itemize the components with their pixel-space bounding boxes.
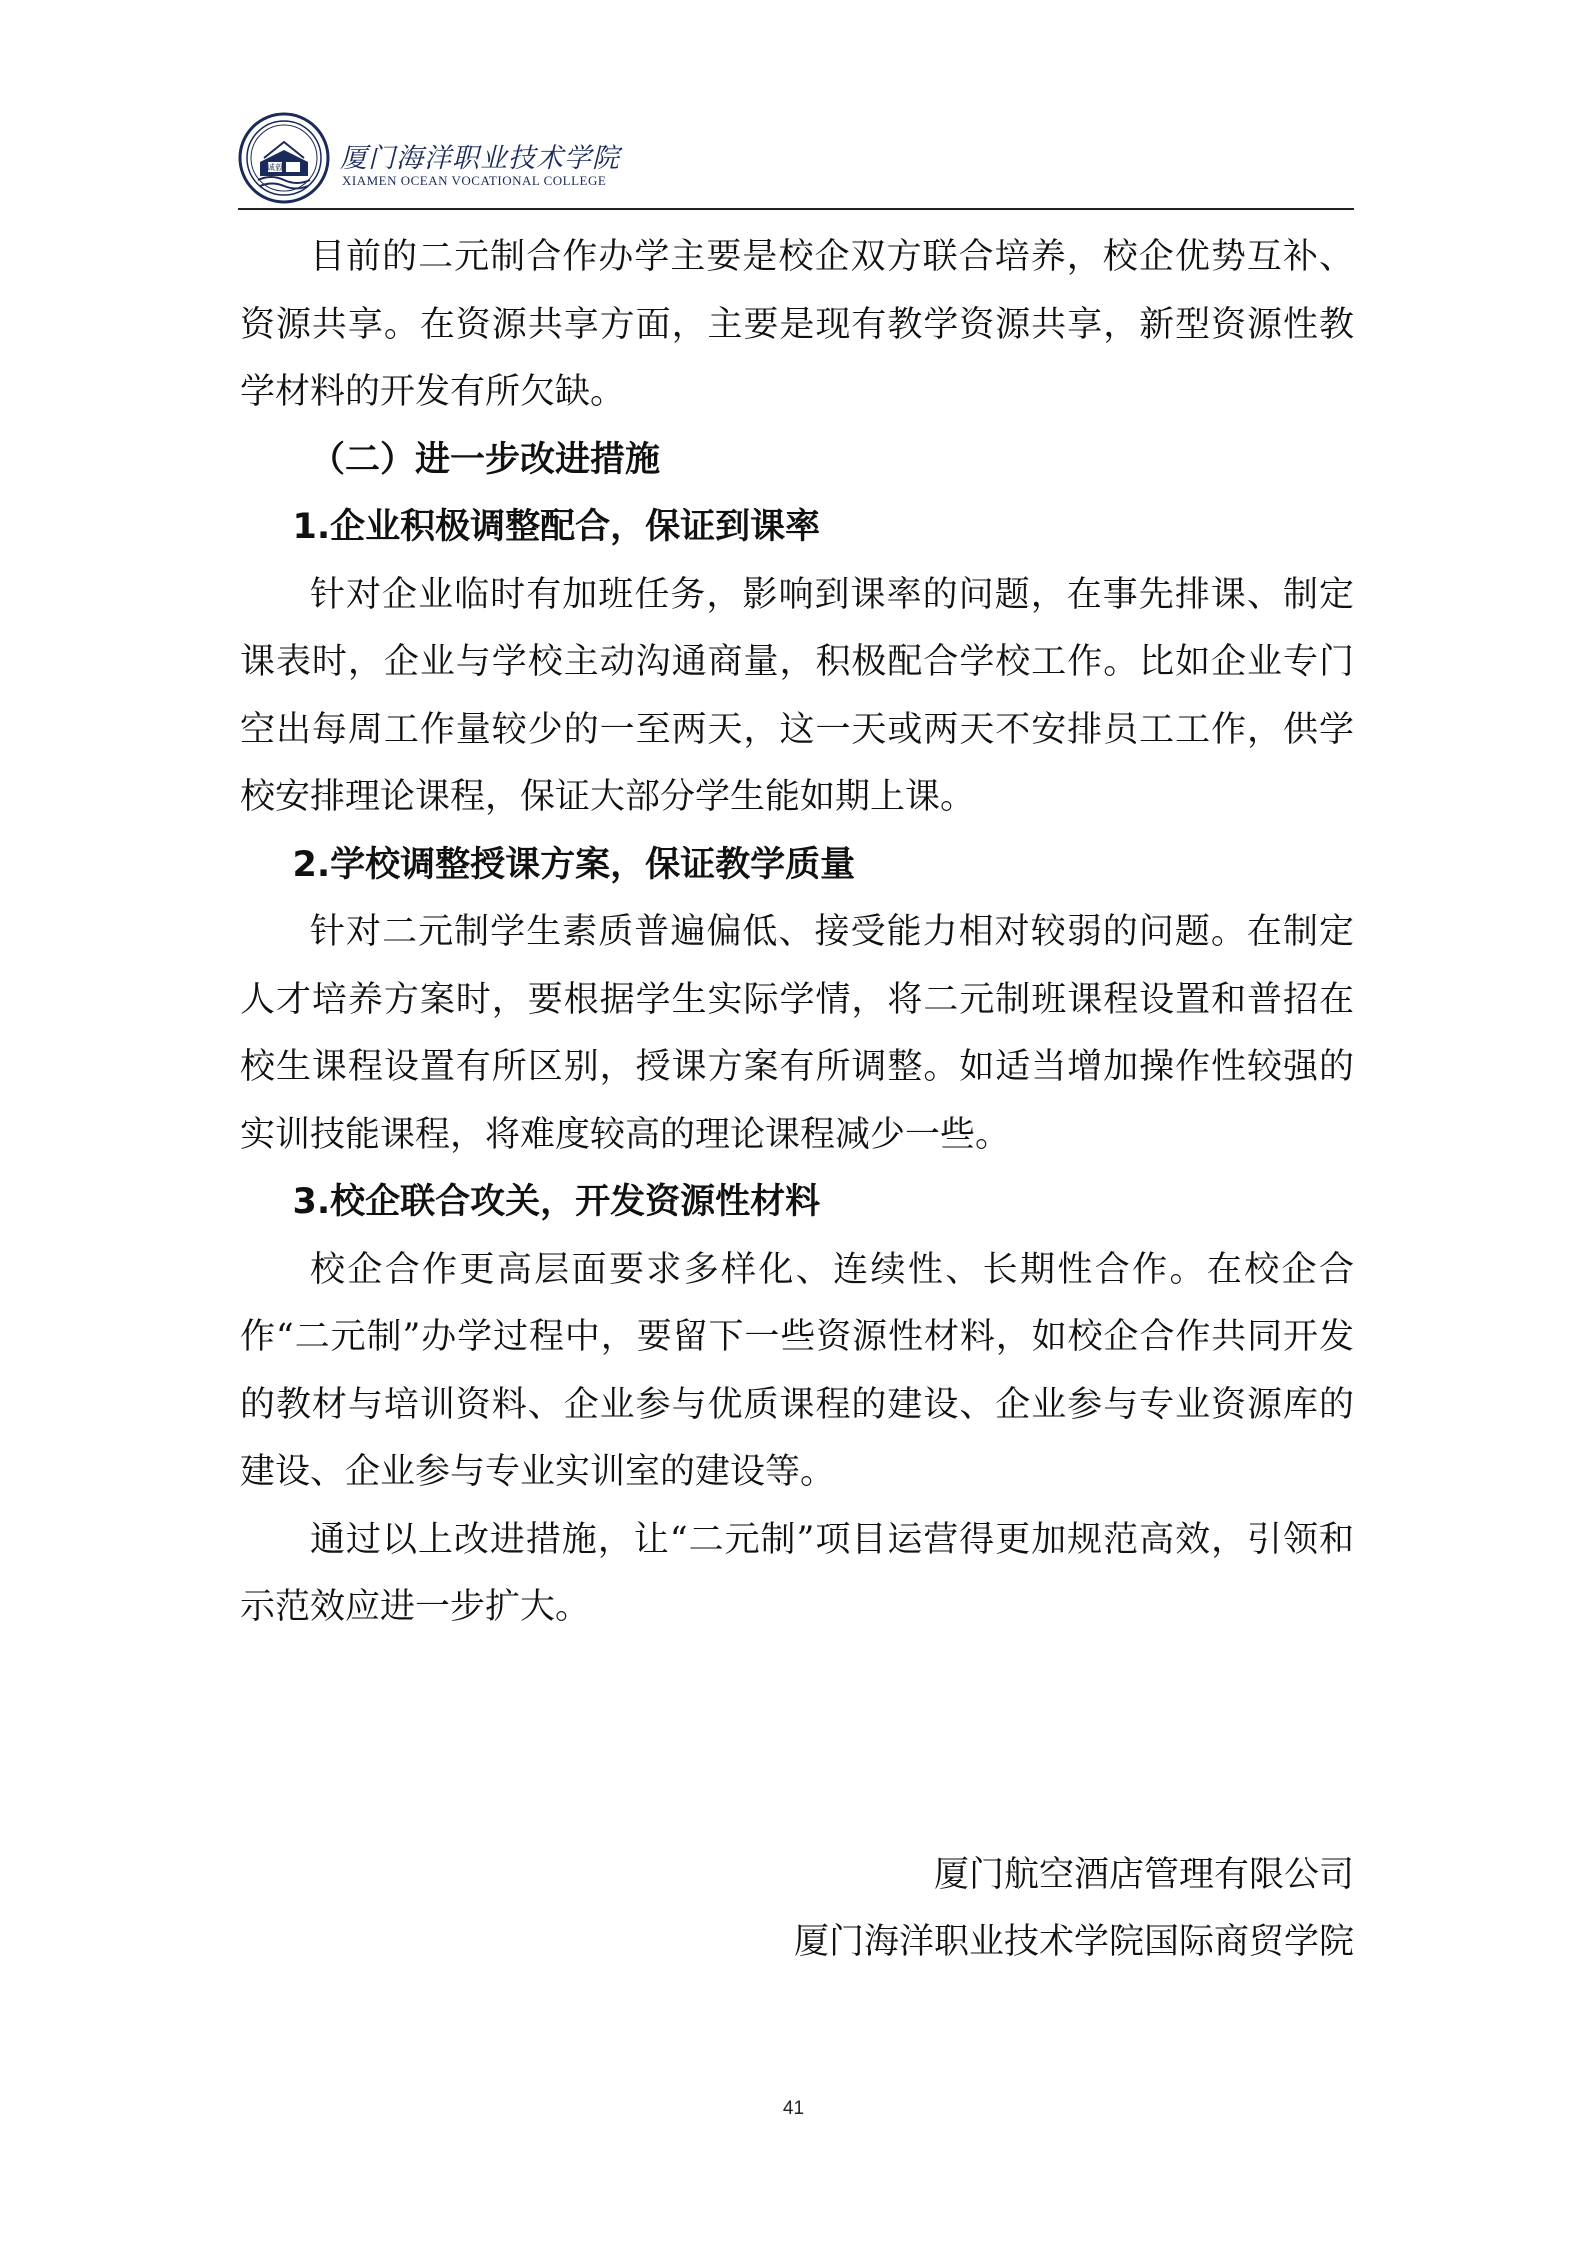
document-body: [240, 224, 1354, 1642]
page-header: [238, 112, 1354, 208]
page-number: 41: [782, 2098, 805, 2119]
item-1-paragraph: 针对企业临时有加班任务，影响到课率的问题，在事先排课、制定课表时，企业与学校主动沟通商量，积极配合学校工作。比如企业专门空出每周工作量较少的一至两天，这一天或两天不安排员工工作，供学校安排理论课程，保证大部分学生能如期上课。: [240, 574, 1354, 817]
section-title: （二）进一步改进措施: [310, 439, 661, 480]
school-name-chinese: 厦门海洋职业技术学院: [340, 143, 620, 174]
header-divider: [238, 208, 1354, 210]
item-2-heading: 2.学校调整授课方案，保证教学质量: [292, 844, 856, 885]
signature-org-1: 厦门航空酒店管理有限公司: [933, 1855, 1354, 1895]
item-3-paragraph: 校企合作更高层面要求多样化、连续性、长期性合作。在校企合作“二元制”办学过程中，要留下一些资源性材料，如校企合作共同开发的教材与培训资料、企业参与优质课程的建设、企业参与专业资源库的建设、企业参与专业实训室的建设等。: [240, 1249, 1354, 1492]
school-name-english: XIAMEN OCEAN VOCATIONAL COLLEGE: [342, 173, 607, 188]
intro-paragraph: 目前的二元制合作办学主要是校企双方联合培养，校企优势互补、资源共享。在资源共享方面，主要是现有教学资源共享，新型资源性教学材料的开发有所欠缺。: [240, 237, 1354, 412]
signature-org-2: 厦门海洋职业技术学院国际商贸学院: [793, 1922, 1354, 1962]
item-2-paragraph: 针对二元制学生素质普遍偏低、接受能力相对较弱的问题。在制定人才培养方案时，要根据学生实际学情，将二元制班课程设置和普招在校生课程设置有所区别，授课方案有所调整。如适当增加操作性较强的实训技能课程，将难度较高的理论课程减少一些。: [240, 912, 1354, 1155]
signature-block: [794, 1842, 1354, 1976]
item-3-heading: 3.校企联合攻关，开发资源性材料: [292, 1182, 821, 1222]
item-1-heading: 1.企业积极调整配合，保证到课率: [292, 507, 821, 547]
svg-text:诚毅: 诚毅: [267, 163, 283, 172]
school-crest-icon: [238, 112, 330, 204]
conclusion-paragraph: 通过以上改进措施，让“二元制”项目运营得更加规范高效，引领和示范效应进一步扩大。: [240, 1519, 1354, 1627]
